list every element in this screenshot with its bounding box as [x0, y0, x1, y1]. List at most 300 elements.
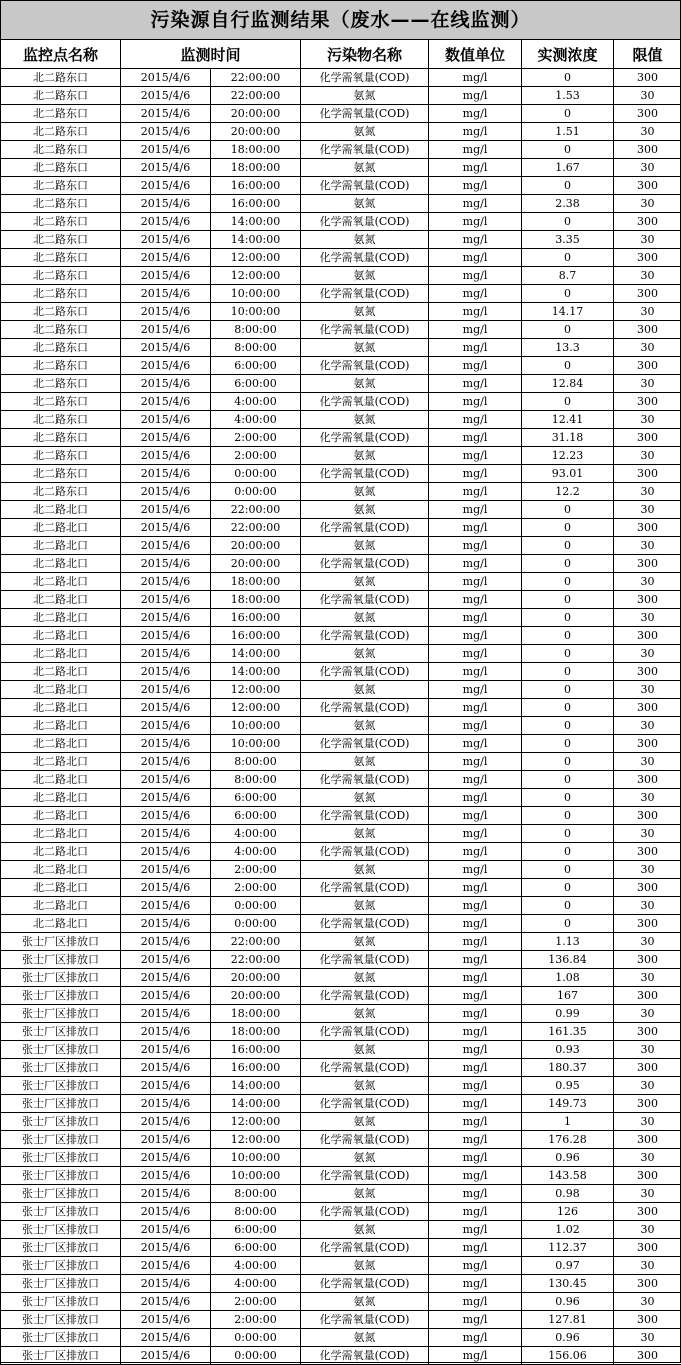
cell-value: 0.97 [522, 1257, 614, 1275]
cell-date: 2015/4/6 [121, 735, 211, 753]
cell-limit: 30 [614, 447, 681, 465]
cell-unit: mg/l [429, 357, 522, 375]
cell-value: 0 [522, 609, 614, 627]
cell-time: 12:00:00 [211, 249, 301, 267]
cell-value: 0 [522, 843, 614, 861]
cell-value: 0.99 [522, 1005, 614, 1023]
table-row [1, 1221, 681, 1239]
cell-value: 0 [522, 861, 614, 879]
cell-limit: 30 [614, 753, 681, 771]
cell-value: 0 [522, 357, 614, 375]
cell-time: 2:00:00 [211, 861, 301, 879]
cell-site: 张士厂区排放口 [1, 987, 121, 1005]
cell-pollutant: 氨氮 [301, 411, 429, 429]
cell-date: 2015/4/6 [121, 591, 211, 609]
cell-limit: 300 [614, 1311, 681, 1329]
cell-site: 北二路北口 [1, 897, 121, 915]
cell-limit: 30 [614, 1185, 681, 1203]
header-limit: 限值 [614, 40, 681, 69]
cell-date: 2015/4/6 [121, 1149, 211, 1167]
cell-site: 张士厂区排放口 [1, 1005, 121, 1023]
cell-time: 20:00:00 [211, 123, 301, 141]
cell-time: 2:00:00 [211, 429, 301, 447]
cell-site: 张士厂区排放口 [1, 1239, 121, 1257]
cell-pollutant: 化学需氧量(COD) [301, 1347, 429, 1365]
cell-time: 18:00:00 [211, 573, 301, 591]
cell-time: 6:00:00 [211, 807, 301, 825]
table-row [1, 1005, 681, 1023]
cell-limit: 300 [614, 735, 681, 753]
cell-site: 北二路东口 [1, 141, 121, 159]
table-row [1, 555, 681, 573]
table-row [1, 1023, 681, 1041]
cell-date: 2015/4/6 [121, 483, 211, 501]
cell-unit: mg/l [429, 897, 522, 915]
cell-unit: mg/l [429, 1221, 522, 1239]
cell-site: 张士厂区排放口 [1, 1203, 121, 1221]
header-pollutant: 污染物名称 [301, 40, 429, 69]
cell-site: 北二路北口 [1, 735, 121, 753]
cell-time: 12:00:00 [211, 699, 301, 717]
cell-unit: mg/l [429, 645, 522, 663]
cell-unit: mg/l [429, 321, 522, 339]
cell-time: 0:00:00 [211, 1347, 301, 1365]
cell-site: 张士厂区排放口 [1, 1221, 121, 1239]
cell-site: 张士厂区排放口 [1, 1041, 121, 1059]
cell-pollutant: 化学需氧量(COD) [301, 591, 429, 609]
cell-time: 20:00:00 [211, 987, 301, 1005]
cell-unit: mg/l [429, 141, 522, 159]
cell-unit: mg/l [429, 735, 522, 753]
table-row [1, 753, 681, 771]
cell-date: 2015/4/6 [121, 555, 211, 573]
cell-pollutant: 氨氮 [301, 609, 429, 627]
cell-date: 2015/4/6 [121, 1275, 211, 1293]
cell-time: 14:00:00 [211, 231, 301, 249]
table-row [1, 1275, 681, 1293]
cell-site: 北二路北口 [1, 915, 121, 933]
cell-pollutant: 化学需氧量(COD) [301, 141, 429, 159]
cell-unit: mg/l [429, 789, 522, 807]
cell-date: 2015/4/6 [121, 1221, 211, 1239]
cell-pollutant: 化学需氧量(COD) [301, 663, 429, 681]
cell-pollutant: 化学需氧量(COD) [301, 105, 429, 123]
cell-pollutant: 氨氮 [301, 645, 429, 663]
cell-pollutant: 氨氮 [301, 87, 429, 105]
table-row [1, 969, 681, 987]
cell-unit: mg/l [429, 879, 522, 897]
cell-site: 北二路东口 [1, 375, 121, 393]
cell-pollutant: 氨氮 [301, 339, 429, 357]
cell-value: 31.18 [522, 429, 614, 447]
cell-date: 2015/4/6 [121, 717, 211, 735]
cell-pollutant: 氨氮 [301, 1005, 429, 1023]
cell-time: 6:00:00 [211, 375, 301, 393]
table-row [1, 159, 681, 177]
cell-date: 2015/4/6 [121, 1329, 211, 1347]
cell-value: 0 [522, 573, 614, 591]
cell-value: 167 [522, 987, 614, 1005]
table-row [1, 231, 681, 249]
cell-date: 2015/4/6 [121, 159, 211, 177]
cell-pollutant: 氨氮 [301, 447, 429, 465]
cell-site: 北二路东口 [1, 285, 121, 303]
table-row [1, 375, 681, 393]
cell-pollutant: 化学需氧量(COD) [301, 465, 429, 483]
cell-site: 北二路东口 [1, 231, 121, 249]
cell-time: 22:00:00 [211, 933, 301, 951]
cell-date: 2015/4/6 [121, 177, 211, 195]
cell-date: 2015/4/6 [121, 357, 211, 375]
cell-limit: 300 [614, 1095, 681, 1113]
cell-time: 16:00:00 [211, 1059, 301, 1077]
cell-unit: mg/l [429, 825, 522, 843]
cell-pollutant: 氨氮 [301, 231, 429, 249]
cell-unit: mg/l [429, 519, 522, 537]
cell-date: 2015/4/6 [121, 501, 211, 519]
cell-pollutant: 化学需氧量(COD) [301, 213, 429, 231]
cell-limit: 30 [614, 1149, 681, 1167]
cell-limit: 300 [614, 771, 681, 789]
cell-site: 北二路北口 [1, 825, 121, 843]
cell-time: 2:00:00 [211, 1293, 301, 1311]
cell-value: 3.35 [522, 231, 614, 249]
table-row [1, 933, 681, 951]
table-row [1, 609, 681, 627]
cell-date: 2015/4/6 [121, 861, 211, 879]
cell-time: 2:00:00 [211, 879, 301, 897]
table-row [1, 411, 681, 429]
cell-pollutant: 氨氮 [301, 123, 429, 141]
cell-limit: 30 [614, 969, 681, 987]
cell-limit: 300 [614, 807, 681, 825]
cell-value: 149.73 [522, 1095, 614, 1113]
cell-time: 20:00:00 [211, 537, 301, 555]
cell-pollutant: 氨氮 [301, 825, 429, 843]
cell-value: 12.41 [522, 411, 614, 429]
cell-site: 北二路东口 [1, 105, 121, 123]
cell-limit: 30 [614, 933, 681, 951]
cell-site: 张士厂区排放口 [1, 1347, 121, 1365]
cell-unit: mg/l [429, 681, 522, 699]
cell-date: 2015/4/6 [121, 789, 211, 807]
table-row [1, 717, 681, 735]
cell-value: 180.37 [522, 1059, 614, 1077]
cell-value: 0.96 [522, 1329, 614, 1347]
table-row [1, 195, 681, 213]
cell-limit: 300 [614, 519, 681, 537]
cell-date: 2015/4/6 [121, 465, 211, 483]
cell-pollutant: 化学需氧量(COD) [301, 429, 429, 447]
cell-value: 176.28 [522, 1131, 614, 1149]
cell-unit: mg/l [429, 69, 522, 87]
cell-site: 北二路东口 [1, 339, 121, 357]
cell-pollutant: 化学需氧量(COD) [301, 1311, 429, 1329]
cell-date: 2015/4/6 [121, 1041, 211, 1059]
cell-limit: 300 [614, 1239, 681, 1257]
table-row [1, 105, 681, 123]
cell-date: 2015/4/6 [121, 375, 211, 393]
cell-limit: 30 [614, 1221, 681, 1239]
table-row [1, 681, 681, 699]
table-row [1, 951, 681, 969]
cell-site: 张士厂区排放口 [1, 1095, 121, 1113]
cell-time: 20:00:00 [211, 105, 301, 123]
cell-unit: mg/l [429, 933, 522, 951]
cell-date: 2015/4/6 [121, 447, 211, 465]
cell-time: 22:00:00 [211, 69, 301, 87]
cell-site: 北二路北口 [1, 861, 121, 879]
cell-value: 130.45 [522, 1275, 614, 1293]
cell-unit: mg/l [429, 1023, 522, 1041]
cell-pollutant: 氨氮 [301, 789, 429, 807]
cell-limit: 30 [614, 159, 681, 177]
cell-time: 16:00:00 [211, 177, 301, 195]
cell-site: 张士厂区排放口 [1, 1113, 121, 1131]
cell-date: 2015/4/6 [121, 1059, 211, 1077]
cell-pollutant: 化学需氧量(COD) [301, 879, 429, 897]
cell-pollutant: 氨氮 [301, 375, 429, 393]
cell-site: 北二路东口 [1, 213, 121, 231]
cell-time: 8:00:00 [211, 1203, 301, 1221]
cell-limit: 30 [614, 1005, 681, 1023]
cell-pollutant: 氨氮 [301, 303, 429, 321]
cell-date: 2015/4/6 [121, 249, 211, 267]
cell-value: 0 [522, 141, 614, 159]
cell-limit: 30 [614, 375, 681, 393]
cell-value: 0 [522, 825, 614, 843]
cell-unit: mg/l [429, 699, 522, 717]
cell-date: 2015/4/6 [121, 771, 211, 789]
cell-site: 北二路北口 [1, 645, 121, 663]
table-row [1, 339, 681, 357]
cell-time: 16:00:00 [211, 195, 301, 213]
cell-value: 0.98 [522, 1185, 614, 1203]
cell-value: 0 [522, 879, 614, 897]
cell-site: 张士厂区排放口 [1, 1131, 121, 1149]
cell-unit: mg/l [429, 1257, 522, 1275]
cell-unit: mg/l [429, 213, 522, 231]
cell-time: 14:00:00 [211, 1095, 301, 1113]
cell-limit: 300 [614, 429, 681, 447]
cell-time: 14:00:00 [211, 1077, 301, 1095]
table-row [1, 591, 681, 609]
cell-unit: mg/l [429, 1347, 522, 1365]
cell-time: 14:00:00 [211, 213, 301, 231]
cell-pollutant: 化学需氧量(COD) [301, 843, 429, 861]
header-site: 监控点名称 [1, 40, 121, 69]
cell-limit: 300 [614, 1023, 681, 1041]
cell-limit: 30 [614, 789, 681, 807]
cell-site: 张士厂区排放口 [1, 951, 121, 969]
cell-unit: mg/l [429, 987, 522, 1005]
cell-value: 0 [522, 717, 614, 735]
cell-site: 北二路北口 [1, 699, 121, 717]
cell-date: 2015/4/6 [121, 897, 211, 915]
cell-time: 10:00:00 [211, 735, 301, 753]
cell-pollutant: 化学需氧量(COD) [301, 735, 429, 753]
cell-site: 北二路北口 [1, 753, 121, 771]
cell-pollutant: 氨氮 [301, 537, 429, 555]
cell-pollutant: 氨氮 [301, 969, 429, 987]
cell-unit: mg/l [429, 1311, 522, 1329]
cell-date: 2015/4/6 [121, 1311, 211, 1329]
cell-pollutant: 氨氮 [301, 861, 429, 879]
cell-site: 张士厂区排放口 [1, 1257, 121, 1275]
cell-date: 2015/4/6 [121, 825, 211, 843]
cell-value: 161.35 [522, 1023, 614, 1041]
cell-site: 北二路东口 [1, 159, 121, 177]
table-row [1, 1041, 681, 1059]
cell-pollutant: 氨氮 [301, 681, 429, 699]
table-row [1, 429, 681, 447]
cell-limit: 300 [614, 699, 681, 717]
cell-site: 张士厂区排放口 [1, 933, 121, 951]
cell-limit: 300 [614, 1275, 681, 1293]
cell-value: 0 [522, 771, 614, 789]
cell-unit: mg/l [429, 1131, 522, 1149]
cell-pollutant: 氨氮 [301, 717, 429, 735]
cell-pollutant: 化学需氧量(COD) [301, 393, 429, 411]
cell-unit: mg/l [429, 177, 522, 195]
cell-limit: 30 [614, 1293, 681, 1311]
cell-date: 2015/4/6 [121, 267, 211, 285]
table-row [1, 141, 681, 159]
cell-time: 22:00:00 [211, 951, 301, 969]
cell-date: 2015/4/6 [121, 933, 211, 951]
cell-unit: mg/l [429, 267, 522, 285]
cell-pollutant: 氨氮 [301, 1041, 429, 1059]
table-row [1, 807, 681, 825]
cell-limit: 300 [614, 879, 681, 897]
cell-value: 0 [522, 753, 614, 771]
cell-site: 北二路东口 [1, 69, 121, 87]
cell-pollutant: 氨氮 [301, 483, 429, 501]
cell-site: 北二路东口 [1, 123, 121, 141]
cell-site: 北二路东口 [1, 483, 121, 501]
cell-date: 2015/4/6 [121, 879, 211, 897]
cell-pollutant: 化学需氧量(COD) [301, 627, 429, 645]
cell-value: 0 [522, 177, 614, 195]
cell-pollutant: 氨氮 [301, 159, 429, 177]
cell-unit: mg/l [429, 1005, 522, 1023]
cell-value: 2.38 [522, 195, 614, 213]
cell-time: 22:00:00 [211, 501, 301, 519]
cell-site: 北二路东口 [1, 195, 121, 213]
cell-limit: 30 [614, 123, 681, 141]
cell-value: 0 [522, 897, 614, 915]
cell-date: 2015/4/6 [121, 753, 211, 771]
cell-date: 2015/4/6 [121, 915, 211, 933]
cell-value: 1.53 [522, 87, 614, 105]
cell-pollutant: 氨氮 [301, 1185, 429, 1203]
cell-site: 张士厂区排放口 [1, 1311, 121, 1329]
cell-date: 2015/4/6 [121, 573, 211, 591]
cell-site: 北二路北口 [1, 681, 121, 699]
header-unit: 数值单位 [429, 40, 522, 69]
table-row [1, 825, 681, 843]
table-row [1, 123, 681, 141]
cell-date: 2015/4/6 [121, 627, 211, 645]
cell-date: 2015/4/6 [121, 681, 211, 699]
cell-date: 2015/4/6 [121, 195, 211, 213]
cell-limit: 300 [614, 249, 681, 267]
cell-value: 143.58 [522, 1167, 614, 1185]
cell-unit: mg/l [429, 87, 522, 105]
cell-date: 2015/4/6 [121, 609, 211, 627]
cell-limit: 300 [614, 987, 681, 1005]
cell-time: 0:00:00 [211, 897, 301, 915]
cell-site: 北二路北口 [1, 627, 121, 645]
cell-time: 16:00:00 [211, 1041, 301, 1059]
cell-pollutant: 化学需氧量(COD) [301, 1239, 429, 1257]
cell-time: 12:00:00 [211, 1113, 301, 1131]
cell-date: 2015/4/6 [121, 303, 211, 321]
cell-value: 0 [522, 663, 614, 681]
cell-pollutant: 氨氮 [301, 501, 429, 519]
table-row [1, 843, 681, 861]
cell-time: 12:00:00 [211, 267, 301, 285]
cell-site: 张士厂区排放口 [1, 1329, 121, 1347]
cell-value: 12.23 [522, 447, 614, 465]
cell-value: 1.51 [522, 123, 614, 141]
cell-value: 0 [522, 681, 614, 699]
cell-pollutant: 氨氮 [301, 1257, 429, 1275]
cell-pollutant: 化学需氧量(COD) [301, 915, 429, 933]
cell-date: 2015/4/6 [121, 951, 211, 969]
cell-pollutant: 化学需氧量(COD) [301, 951, 429, 969]
cell-site: 张士厂区排放口 [1, 1149, 121, 1167]
cell-value: 13.3 [522, 339, 614, 357]
cell-date: 2015/4/6 [121, 537, 211, 555]
cell-time: 6:00:00 [211, 1239, 301, 1257]
cell-unit: mg/l [429, 951, 522, 969]
cell-limit: 30 [614, 411, 681, 429]
cell-date: 2015/4/6 [121, 699, 211, 717]
table-row [1, 627, 681, 645]
cell-unit: mg/l [429, 969, 522, 987]
table-row [1, 1293, 681, 1311]
cell-value: 0 [522, 645, 614, 663]
cell-limit: 30 [614, 1113, 681, 1131]
cell-value: 1.67 [522, 159, 614, 177]
cell-pollutant: 氨氮 [301, 267, 429, 285]
cell-pollutant: 化学需氧量(COD) [301, 771, 429, 789]
cell-value: 0 [522, 321, 614, 339]
cell-limit: 300 [614, 1059, 681, 1077]
cell-value: 0 [522, 285, 614, 303]
table-row [1, 879, 681, 897]
cell-date: 2015/4/6 [121, 663, 211, 681]
table-row [1, 1149, 681, 1167]
cell-site: 北二路东口 [1, 267, 121, 285]
cell-unit: mg/l [429, 231, 522, 249]
cell-date: 2015/4/6 [121, 69, 211, 87]
cell-limit: 30 [614, 609, 681, 627]
cell-value: 127.81 [522, 1311, 614, 1329]
cell-date: 2015/4/6 [121, 141, 211, 159]
cell-pollutant: 氨氮 [301, 1329, 429, 1347]
cell-pollutant: 氨氮 [301, 1293, 429, 1311]
cell-value: 8.7 [522, 267, 614, 285]
cell-limit: 300 [614, 951, 681, 969]
cell-value: 0 [522, 501, 614, 519]
table-body [1, 69, 681, 1365]
cell-date: 2015/4/6 [121, 1113, 211, 1131]
cell-date: 2015/4/6 [121, 1293, 211, 1311]
cell-pollutant: 氨氮 [301, 753, 429, 771]
cell-value: 1 [522, 1113, 614, 1131]
